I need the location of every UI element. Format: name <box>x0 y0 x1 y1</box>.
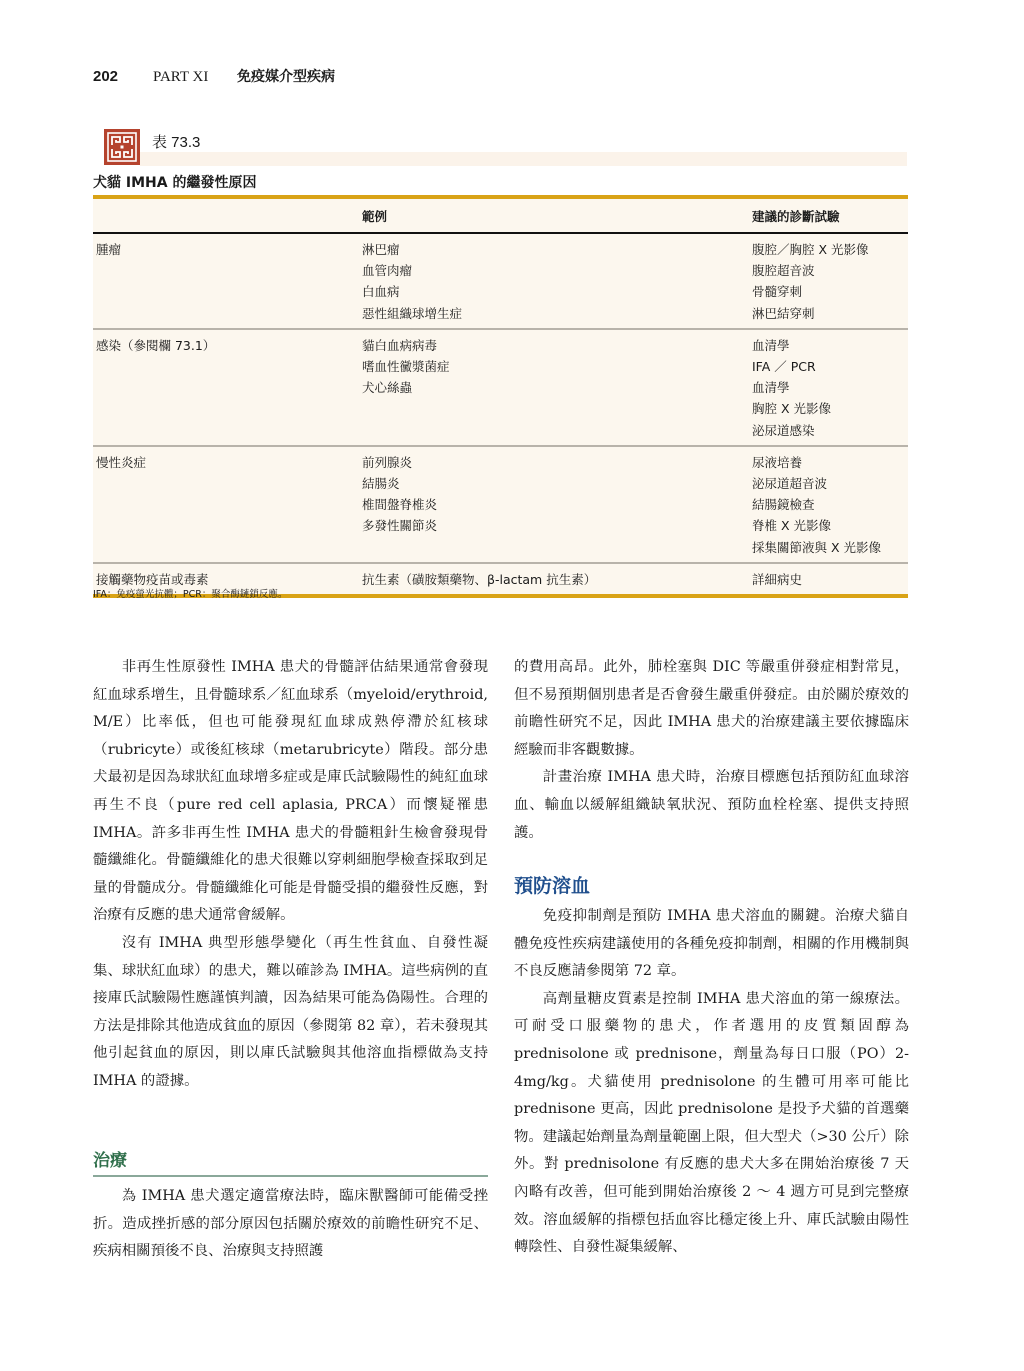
test-item: 胸腔 X 光影像 <box>752 401 832 417</box>
test-item: 腹腔超音波 <box>752 263 815 279</box>
table-row <box>93 447 908 564</box>
tests-cell <box>752 452 908 558</box>
header-tests: 建議的診斷試驗 <box>752 208 840 224</box>
table-row <box>93 330 908 447</box>
example-item: 椎間盤脊椎炎 <box>362 497 438 513</box>
table-title: 犬貓 IMHA 的繼發性原因 <box>93 175 257 191</box>
part-label: PART XI <box>153 69 209 85</box>
test-item: 結腸鏡檢查 <box>752 497 815 513</box>
example-item: 抗生素（磺胺類藥物、β-lactam 抗生素） <box>362 571 597 587</box>
example-item: 貓白血病病毒 <box>362 337 438 353</box>
examples-cell <box>362 239 752 324</box>
table-ornament-icon <box>104 129 140 165</box>
test-item: 腹腔／胸腔 X 光影像 <box>752 242 869 257</box>
treatment-body <box>93 1183 488 1266</box>
test-item: 血清學 <box>752 380 790 396</box>
examples-cell <box>362 452 752 558</box>
test-item: IFA ／ PCR <box>752 359 816 375</box>
examples-cell <box>362 569 752 590</box>
test-item: 骨髓穿刺 <box>752 284 803 300</box>
test-item: 尿液培養 <box>752 454 803 470</box>
example-item: 犬心絲蟲 <box>362 380 413 396</box>
test-item: 泌尿道超音波 <box>752 476 828 492</box>
table-footnote: IFA：免疫螢光抗體；PCR：聚合酶鏈鎖反應。 <box>93 589 288 600</box>
body-paragraph: 非再生性原發性 IMHA 患犬的骨髓評估結果通常會發現紅血球系增生，且骨髓球系／紅血球系（myeloid/erythroid, M/E）比率低，但也可能發現紅血球成熟停滯於紅核球（rubricyte）或後紅核球（metarubricyte）階段。部分患犬最初是因為球狀紅血球增多症或是庫氏試驗陽性的純紅血球再生不良（pure red cell aplasia, PRCA）而懷疑罹患 IMHA。許多非再生性 IMHA 患犬的骨髓粗針生檢會發現骨髓纖維化。骨髓纖維化的患犬很難以穿刺細胞學檢查採取到足量的骨髓成分。骨髓纖維化可能是骨髓受損的繼發性反應，對治療有反應的患犬通常會緩解。 <box>93 659 488 924</box>
body-paragraph: 計畫治療 IMHA 患犬時，治療目標應包括預防紅血球溶血、輸血以緩解組織缺氧狀況、預防血栓栓塞、提供支持照護。 <box>514 769 909 841</box>
cause-cell <box>93 452 362 558</box>
tests-cell <box>752 335 908 441</box>
secondary-causes-table <box>93 195 908 598</box>
table-body <box>93 234 908 594</box>
example-item: 白血病 <box>362 284 400 300</box>
test-item: 泌尿道感染 <box>752 422 815 438</box>
cause-text: 慢性炎症 <box>96 454 147 470</box>
section-heading-prevent-hemolysis: 預防溶血 <box>514 875 591 897</box>
cause-text: 感染（參閱欄 73.1） <box>96 337 216 353</box>
test-item: 採集關節液與 X 光影像 <box>752 539 882 555</box>
cause-text: 接觸藥物疫苗或毒素 <box>96 571 209 587</box>
example-item: 淋巴瘤 <box>362 242 400 257</box>
header-examples: 範例 <box>362 208 388 224</box>
tests-cell <box>752 569 908 590</box>
example-item: 多發性關節炎 <box>362 518 438 534</box>
prevent-hemolysis-body <box>514 903 909 1262</box>
cause-cell <box>93 239 362 324</box>
example-item: 惡性組織球增生症 <box>362 305 463 321</box>
body-paragraph: 高劑量糖皮質素是控制 IMHA 患犬溶血的第一線療法。可耐受口服藥物的患犬，作者選用的皮質類固醇為 prednisolone 或 prednisone，劑量為每日口服（PO）2-4mg/kg。犬貓使用 prednisolone 的生體可用率可能比 prednisone 更高，因此 prednisolone 是投予犬貓的首選藥物。建議起始劑量為劑量範圍上限，但大型犬（>30 公斤）除外。對 prednisolone 有反應的患犬大多在開始治療後 7 天內略有改善，但可能到開始治療後 2 ～ 4 週方可見到完整療效。溶血緩解的指標包括血容比穩定後上升、庫氏試驗由陽性轉陰性、自發性凝集緩解、 <box>514 990 909 1256</box>
running-header <box>93 66 335 86</box>
body-paragraph: 免疫抑制劑是預防 IMHA 患犬溶血的關鍵。治療犬貓自體免疫性疾病建議使用的各種免疫抑制劑，相關的作用機制與不良反應請參閱第 72 章。 <box>514 908 909 980</box>
table-label <box>104 129 200 165</box>
page-number: 202 <box>93 68 119 85</box>
body-paragraph: 為 IMHA 患犬選定適當療法時，臨床獸醫師可能備受挫折。造成挫折感的部分原因包括關於療效的前瞻性研究不足、疾病相關預後不良、治療與支持照護 <box>93 1188 488 1260</box>
example-item: 血管肉瘤 <box>362 263 413 279</box>
right-column <box>514 654 909 847</box>
cause-cell <box>93 335 362 441</box>
example-item: 嗜血性黴漿菌症 <box>362 359 450 375</box>
test-item: 血清學 <box>752 337 790 353</box>
example-item: 前列腺炎 <box>362 454 413 470</box>
section-heading-treatment: 治療 <box>93 1146 488 1177</box>
tests-cell <box>752 239 908 324</box>
body-paragraph: 沒有 IMHA 典型形態學變化（再生性貧血、自發性凝集、球狀紅血球）的患犬，難以確診為 IMHA。這些病例的直接庫氏試驗陽性應謹慎判讀，因為結果可能為偽陽性。合理的方法是排除其他造成貧血的原因（參閱第 82 章），若未發現其他引起貧血的原因，則以庫氏試驗與其他溶血指標做為支持 IMHA 的證據。 <box>93 934 488 1089</box>
cause-text: 腫瘤 <box>96 242 122 257</box>
body-paragraph: 的費用高昂。此外，肺栓塞與 DIC 等嚴重併發症相對常見，但不易預期個別患者是否會發生嚴重併發症。由於關於療效的前瞻性研究不足，因此 IMHA 患犬的治療建議主要依據臨床經驗而非客觀數據。 <box>514 659 909 758</box>
table-row <box>93 234 908 330</box>
test-item: 脊椎 X 光影像 <box>752 518 832 534</box>
table-header-row <box>93 199 908 234</box>
left-column <box>93 654 488 1096</box>
test-item: 詳細病史 <box>752 571 803 587</box>
table-title-band <box>140 152 907 166</box>
example-item: 結腸炎 <box>362 476 400 492</box>
test-item: 淋巴結穿刺 <box>752 305 815 321</box>
examples-cell <box>362 335 752 441</box>
table-number: 表 73.3 <box>152 133 201 151</box>
chapter-title: 免疫媒介型疾病 <box>237 69 335 85</box>
